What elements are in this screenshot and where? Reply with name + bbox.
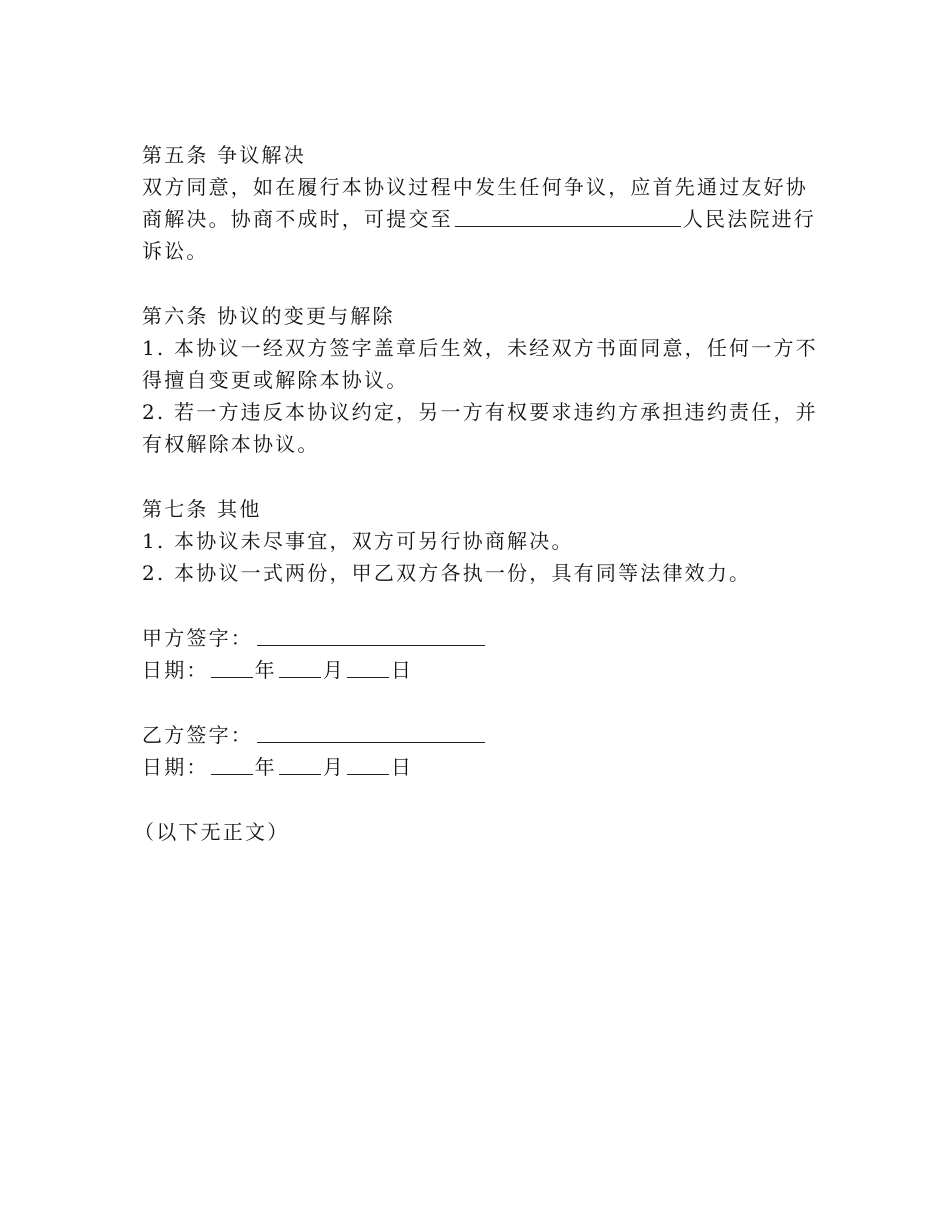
party-a-date-label: 日期： — [142, 658, 209, 682]
party-b-signature-blank[interactable] — [257, 720, 485, 743]
section-gap — [142, 783, 812, 816]
party-a-month-label: 月 — [322, 658, 346, 682]
party-a-signature-line — [142, 622, 812, 654]
party-a-date-line — [142, 654, 812, 686]
party-a-signature-blank[interactable] — [257, 623, 485, 646]
article-6-item-1-line-2: 得擅自变更或解除本协议。 — [142, 368, 409, 392]
document-page — [134, 139, 818, 848]
party-b-month-label: 月 — [322, 755, 346, 779]
party-b-year-label: 年 — [254, 755, 277, 779]
party-a-month-blank[interactable] — [279, 655, 321, 678]
article-7-title: 第七条 其他 — [142, 497, 262, 521]
party-a-year-label: 年 — [254, 658, 277, 682]
article-6-title: 第六条 协议的变更与解除 — [142, 304, 395, 328]
article-6-item-1-line-1: 1. 本协议一经双方签字盖章后生效，未经双方书面同意，任何一方不 — [142, 336, 818, 360]
party-a-year-blank[interactable] — [211, 655, 253, 678]
article-6-item-2-line-1: 2. 若一方违反本协议约定，另一方有权要求违约方承担违约责任，并 — [142, 400, 818, 424]
party-a-day-blank[interactable] — [347, 655, 389, 678]
court-name-blank[interactable] — [455, 204, 681, 227]
closing-note: （以下无正文） — [134, 820, 290, 844]
section-gap — [142, 460, 812, 493]
party-b-day-label: 日 — [391, 755, 414, 779]
article-5-text-before-blank: 商解决。协商不成时，可提交至 — [142, 207, 453, 231]
party-b-sign-label: 乙方签字： — [142, 723, 253, 747]
article-5-text-line-2 — [142, 203, 817, 235]
party-b-month-blank[interactable] — [279, 752, 321, 775]
party-a-sign-label: 甲方签字： — [142, 626, 253, 650]
party-b-date-line — [142, 751, 812, 783]
section-gap — [142, 267, 812, 300]
section-gap — [142, 686, 812, 719]
article-5-text-line-1: 双方同意，如在履行本协议过程中发生任何争议，应首先通过友好协 — [142, 175, 808, 199]
party-a-day-label: 日 — [391, 658, 414, 682]
section-gap — [142, 589, 812, 622]
article-5-title: 第五条 争议解决 — [142, 143, 306, 167]
article-7-item-1: 1. 本协议未尽事宜，双方可另行协商解决。 — [142, 529, 574, 553]
party-b-day-blank[interactable] — [347, 752, 389, 775]
article-7-item-2: 2. 本协议一式两份，甲乙双方各执一份，具有同等法律效力。 — [142, 561, 752, 585]
party-b-year-blank[interactable] — [211, 752, 253, 775]
article-5-text-after-blank: 人民法院进行 — [682, 207, 817, 231]
party-b-signature-line — [142, 719, 812, 751]
article-6-item-2-line-2: 有权解除本协议。 — [142, 432, 320, 456]
party-b-date-label: 日期： — [142, 755, 209, 779]
article-5-text-line-3: 诉讼。 — [142, 239, 209, 263]
